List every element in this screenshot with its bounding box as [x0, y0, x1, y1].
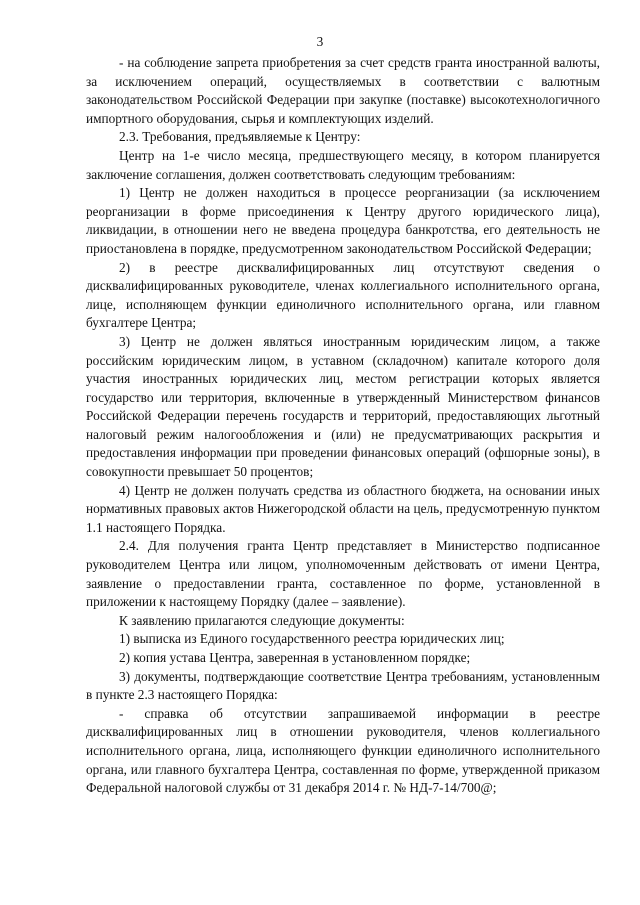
- paragraph-attachment-2: 2) копия устава Центра, заверенная в установленном порядке;: [119, 650, 471, 665]
- paragraph-requirement-1: 1) Центр не должен находиться в процессе реорганизации (за исключением реорганизации в форме присоединения к Центру другого юридического лица), ликвидации, в отношении него не введена процедура банкротства, его деятельность не приостановлена в порядке, предусмотренном законодательством Российской Федерации;: [86, 185, 600, 256]
- document-body: [86, 54, 600, 798]
- paragraph-attachment-1: 1) выписка из Единого государственного реестра юридических лиц;: [119, 631, 505, 647]
- paragraph-section-2-4: 2.4. Для получения гранта Центр представляет в Министерство подписанное руководителем Центра или лицом, уполномоченным действовать от имени Центра, заявление о предоставлении гранта, составленное по форме, установленной в приложении к настоящему Порядку (далее – заявление).: [86, 538, 600, 610]
- paragraph-currency-ban: - на соблюдение запрета приобретения за счет средств гранта иностранной валюты, за исключением операций, осуществляемых в соответствии с валютным законодательством Российской Федерации при закупке (поставке) высокотехнологичного импортного оборудования, сырья и комплектующих изделий.: [86, 55, 600, 126]
- paragraph-attachment-3: 3) документы, подтверждающие соответствие Центра требованиям, установленным в пункте 2.3 настоящего Порядка:: [86, 668, 600, 703]
- paragraph-certificate: - справка об отсутствии запрашиваемой информации в реестре дисквалифицированных лиц в отношении руководителя, членов коллегиального исполнительного органа, лица, исполняющего функции единоличного исполнительного органа, или главного бухгалтера Центра, составленная по форме, утвержденной приказом Федеральной налоговой службы от 31 декабря 2014 г. № НД-7-14/700@;: [86, 705, 600, 796]
- page-number: 3: [316, 34, 324, 49]
- paragraph-requirements-intro: Центр на 1-е число месяца, предшествующего месяцу, в котором планируется заключение соглашения, должен соответствовать следующим требованиям:: [86, 147, 600, 182]
- paragraph-requirement-4: 4) Центр не должен получать средства из областного бюджета, на основании иных нормативных правовых актов Нижегородской области на цель, предусмотренную пунктом 1.1 настоящего Порядка.: [86, 482, 600, 535]
- paragraph-requirement-3: 3) Центр не должен являться иностранным юридическим лицом, а также российским юридическим лицом, в уставном (складочном) капитале которого доля участия иностранных юридических лиц, местом регистрации которых является государство или территория, включенные в утвержденный Министерством финансов Российской Федерации перечень государств и территорий, предоставляющих льготный налоговый режим налогообложения и (или) не предусматривающих раскрытия и предоставления информации при проведении финансовых операций (офшорные зоны), в совокупности превышает 50 процентов;: [86, 333, 600, 480]
- paragraph-requirement-2: 2) в реестре дисквалифицированных лиц отсутствуют сведения о дисквалифицированных руководителе, членах коллегиального исполнительного органа, лице, исполняющем функции единоличного исполнительного органа, или главном бухгалтере Центра;: [86, 259, 600, 331]
- paragraph-section-2-3-heading: 2.3. Требования, предъявляемые к Центру:: [119, 129, 361, 145]
- paragraph-attachments-intro: К заявлению прилагаются следующие документы:: [119, 612, 405, 628]
